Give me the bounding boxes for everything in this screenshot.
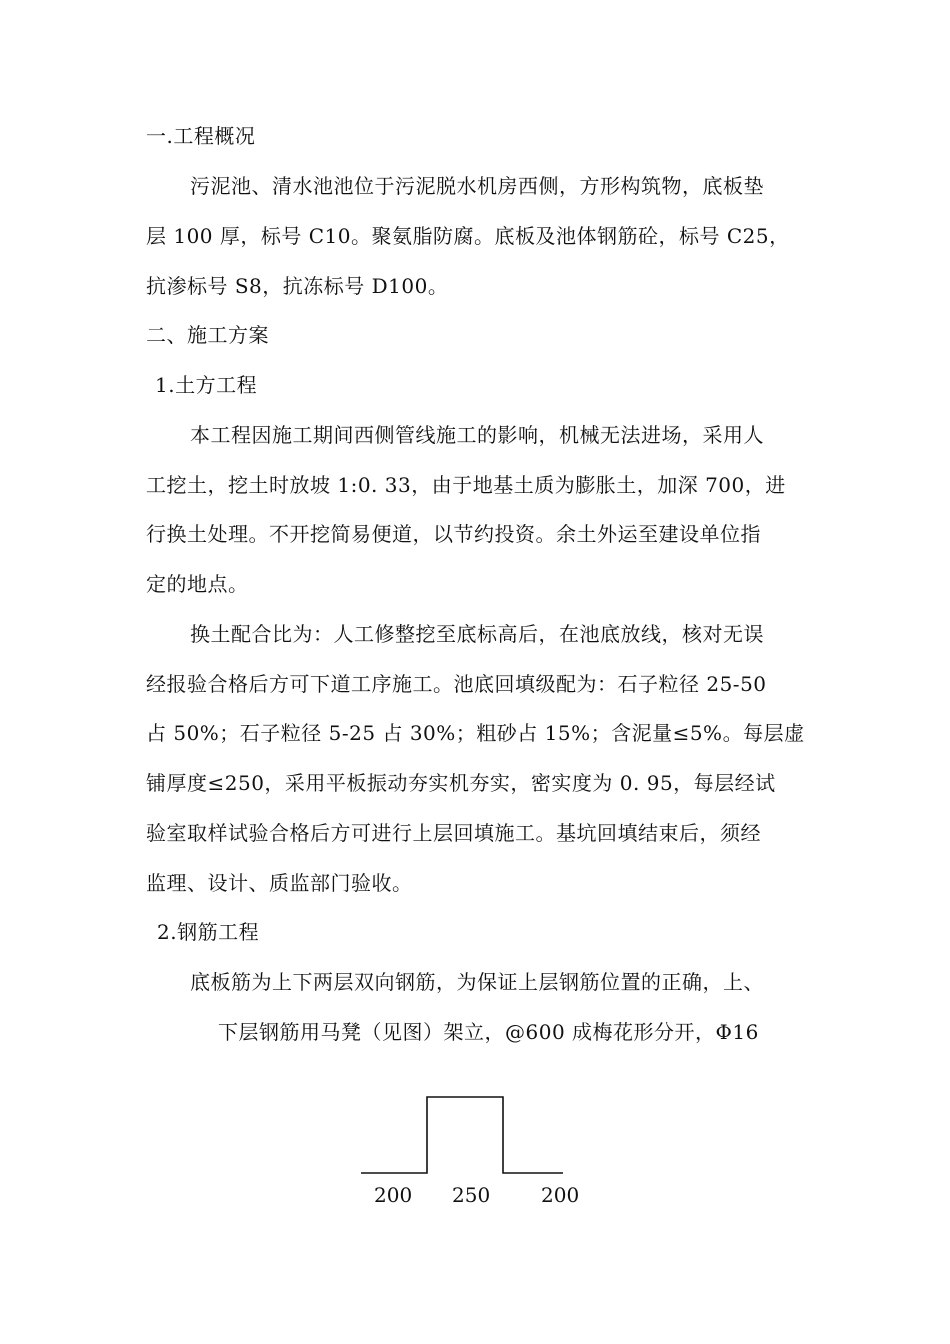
earthwork-p2-line-1: 换土配合比为：人工修整挖至底标高后，在池底放线，核对无误 (190, 622, 764, 646)
subsection-heading-rebar: 2.钢筋工程 (157, 920, 260, 944)
earthwork-p2-line-3: 占 50%；石子粒径 5-25 占 30%；粗砂占 15%；含泥量≤5%。每层虚 (146, 721, 805, 745)
overview-line-2: 层 100 厚，标号 C10。聚氨脂防腐。底板及池体钢筋砼，标号 C25， (146, 224, 790, 248)
earthwork-p1-line-4: 定的地点。 (146, 572, 249, 596)
earthwork-p1-line-2: 工挖土，挖土时放坡 1:0. 33，由于地基土质为膨胀土，加深 700，进 (146, 473, 786, 497)
dimension-label-middle: 250 (452, 1183, 491, 1207)
earthwork-p2-line-6: 监理、设计、质监部门验收。 (146, 871, 413, 895)
dimension-label-left: 200 (374, 1183, 413, 1207)
earthwork-p2-line-5: 验室取样试验合格后方可进行上层回填施工。基坑回填结束后，须经 (146, 821, 761, 845)
overview-line-3: 抗渗标号 S8，抗冻标号 D100。 (146, 274, 449, 298)
section-heading-overview: 一.工程概况 (146, 124, 256, 148)
earthwork-p2-line-2: 经报验合格后方可下道工序施工。池底回填级配为：石子粒径 25-50 (146, 672, 767, 696)
section-heading-plan: 二、施工方案 (146, 323, 269, 347)
rebar-line-2: 下层钢筋用马凳（见图）架立，@600 成梅花形分开，Φ16 (218, 1020, 759, 1044)
dimension-label-right: 200 (541, 1183, 580, 1207)
overview-line-1: 污泥池、清水池池位于污泥脱水机房西侧，方形构筑物，底板垫 (190, 174, 764, 198)
subsection-heading-earthwork: 1.土方工程 (155, 373, 258, 397)
earthwork-p1-line-3: 行换土处理。不开挖简易便道，以节约投资。余土外运至建设单位指 (146, 522, 761, 546)
rebar-line-1: 底板筋为上下两层双向钢筋，为保证上层钢筋位置的正确，上、 (190, 970, 764, 994)
earthwork-p2-line-4: 铺厚度≤250，采用平板振动夯实机夯实，密实度为 0. 95，每层经试 (146, 771, 776, 795)
rebar-chair-outline (361, 1097, 563, 1173)
earthwork-p1-line-1: 本工程因施工期间西侧管线施工的影响，机械无法进场，采用人 (190, 423, 764, 447)
